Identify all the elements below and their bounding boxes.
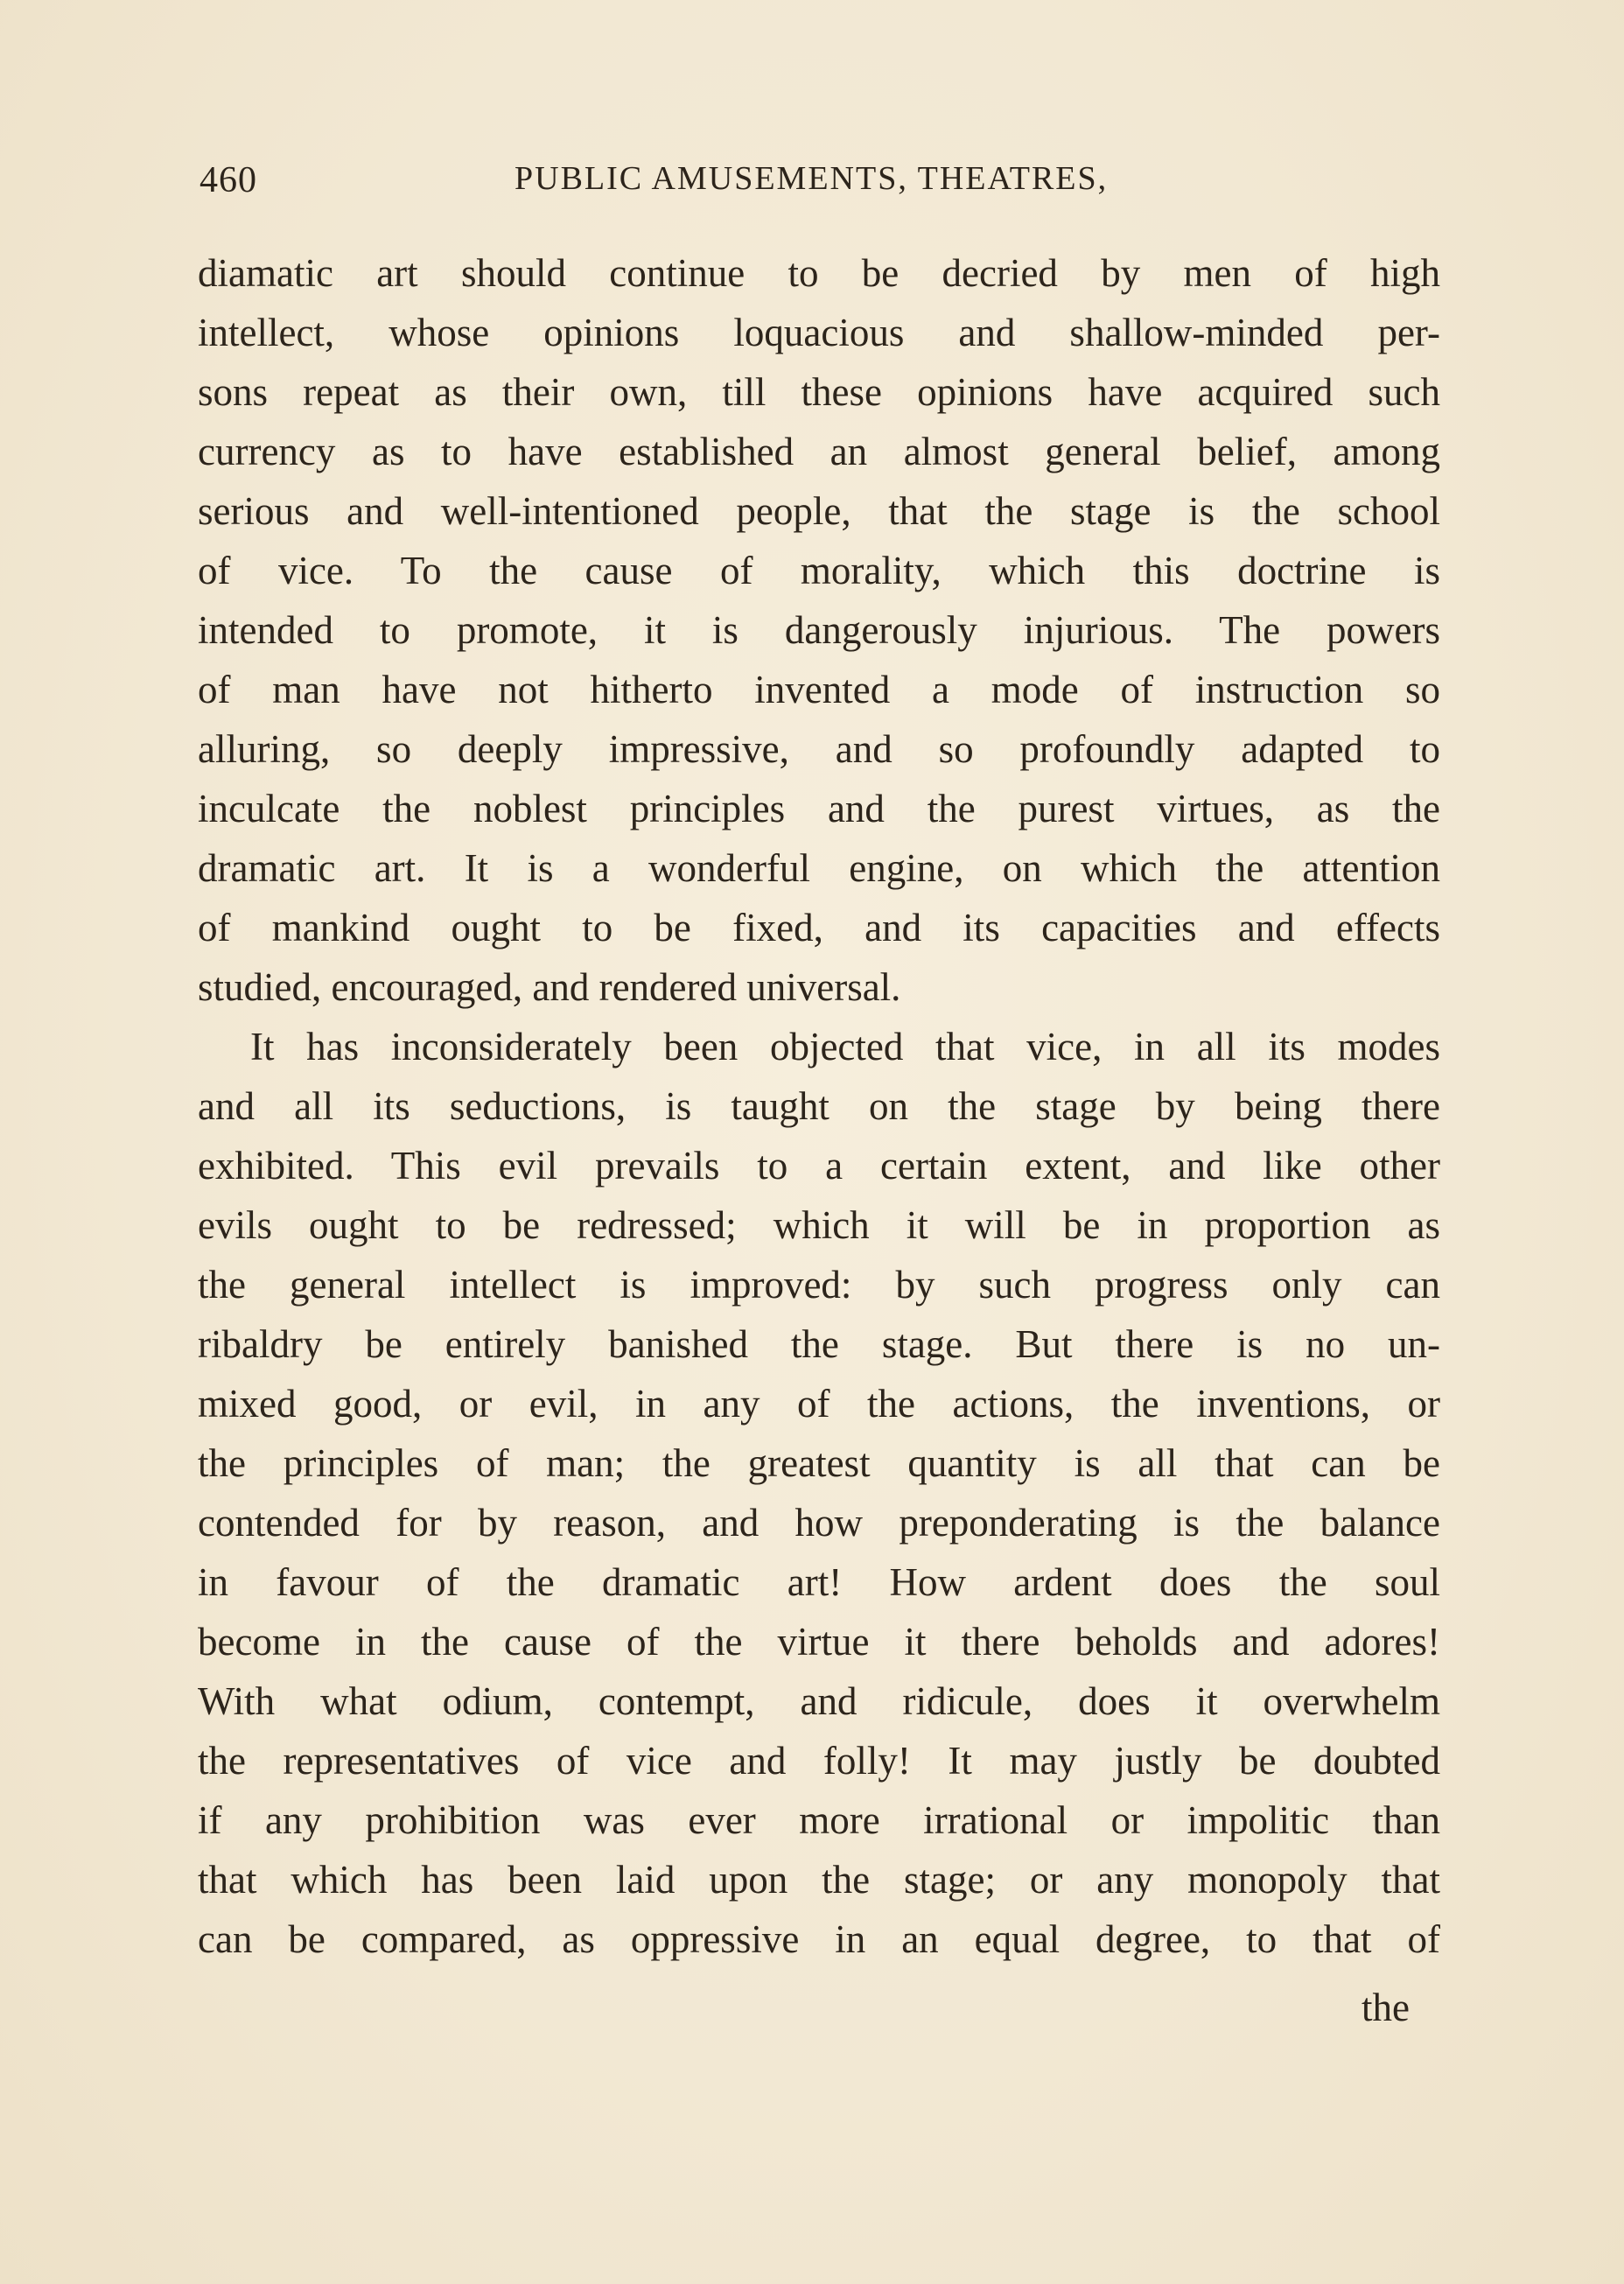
text-line: alluring, so deeply impressive, and so profoundly adapted to bbox=[198, 727, 1440, 771]
text-line: dramatic art. It is a wonderful engine, on which the attention bbox=[198, 846, 1440, 890]
page-number: 460 bbox=[200, 160, 257, 200]
text-line: intended to promote, it is dangerously injurious. The powers bbox=[198, 608, 1440, 652]
text-line: the representatives of vice and folly! It may justly be doubted bbox=[198, 1739, 1440, 1783]
text-line: become in the cause of the virtue it there beholds and adores! bbox=[198, 1620, 1440, 1664]
text-line: diamatic art should continue to be decried by men of high bbox=[198, 251, 1440, 295]
text-line: currency as to have established an almost general belief, among bbox=[198, 430, 1440, 473]
text-line: evils ought to be redressed; which it will be in proportion as bbox=[198, 1203, 1440, 1247]
text-line: of man have not hitherto invented a mode of instruction so bbox=[198, 668, 1440, 711]
text-line: can be compared, as oppressive in an equal degree, to that of bbox=[198, 1917, 1440, 1961]
text-line: ribaldry be entirely banished the stage. But there is no un- bbox=[198, 1322, 1440, 1366]
text-line: of vice. To the cause of morality, which this doctrine is bbox=[198, 549, 1440, 592]
paragraph-end-line: studied, encouraged, and rendered universal. bbox=[198, 965, 901, 1009]
text-line: sons repeat as their own, till these opinions have acquired such bbox=[198, 370, 1440, 414]
catchword: the bbox=[1362, 1986, 1410, 2029]
paragraph-start-line: It has inconsiderately been objected that vice, in all its modes bbox=[250, 1025, 1440, 1068]
running-head bbox=[200, 156, 1433, 208]
running-title: PUBLIC AMUSEMENTS, THEATRES, bbox=[514, 160, 1109, 197]
text-line: inculcate the noblest principles and the purest virtues, as the bbox=[198, 787, 1440, 830]
text-line: if any prohibition was ever more irrational or impolitic than bbox=[198, 1798, 1440, 1842]
text-line: and all its seductions, is taught on the stage by being there bbox=[198, 1084, 1440, 1128]
text-line: With what odium, contempt, and ridicule, does it overwhelm bbox=[198, 1679, 1440, 1723]
text-line: contended for by reason, and how preponderating is the balance bbox=[198, 1501, 1440, 1545]
text-line: intellect, whose opinions loquacious and shallow-minded per- bbox=[198, 311, 1440, 354]
text-line: in favour of the dramatic art! How ardent does the soul bbox=[198, 1560, 1440, 1604]
text-line: that which has been laid upon the stage; or any monopoly that bbox=[198, 1858, 1440, 1902]
body-text bbox=[198, 243, 1440, 1969]
text-line: exhibited. This evil prevails to a certain extent, and like other bbox=[198, 1144, 1440, 1188]
text-line: the principles of man; the greatest quantity is all that can be bbox=[198, 1441, 1440, 1485]
text-line: of mankind ought to be fixed, and its capacities and effects bbox=[198, 906, 1440, 949]
text-line: the general intellect is improved: by such progress only can bbox=[198, 1263, 1440, 1307]
text-line: mixed good, or evil, in any of the actions, the inventions, or bbox=[198, 1382, 1440, 1426]
text-line: serious and well-intentioned people, that the stage is the school bbox=[198, 489, 1440, 533]
